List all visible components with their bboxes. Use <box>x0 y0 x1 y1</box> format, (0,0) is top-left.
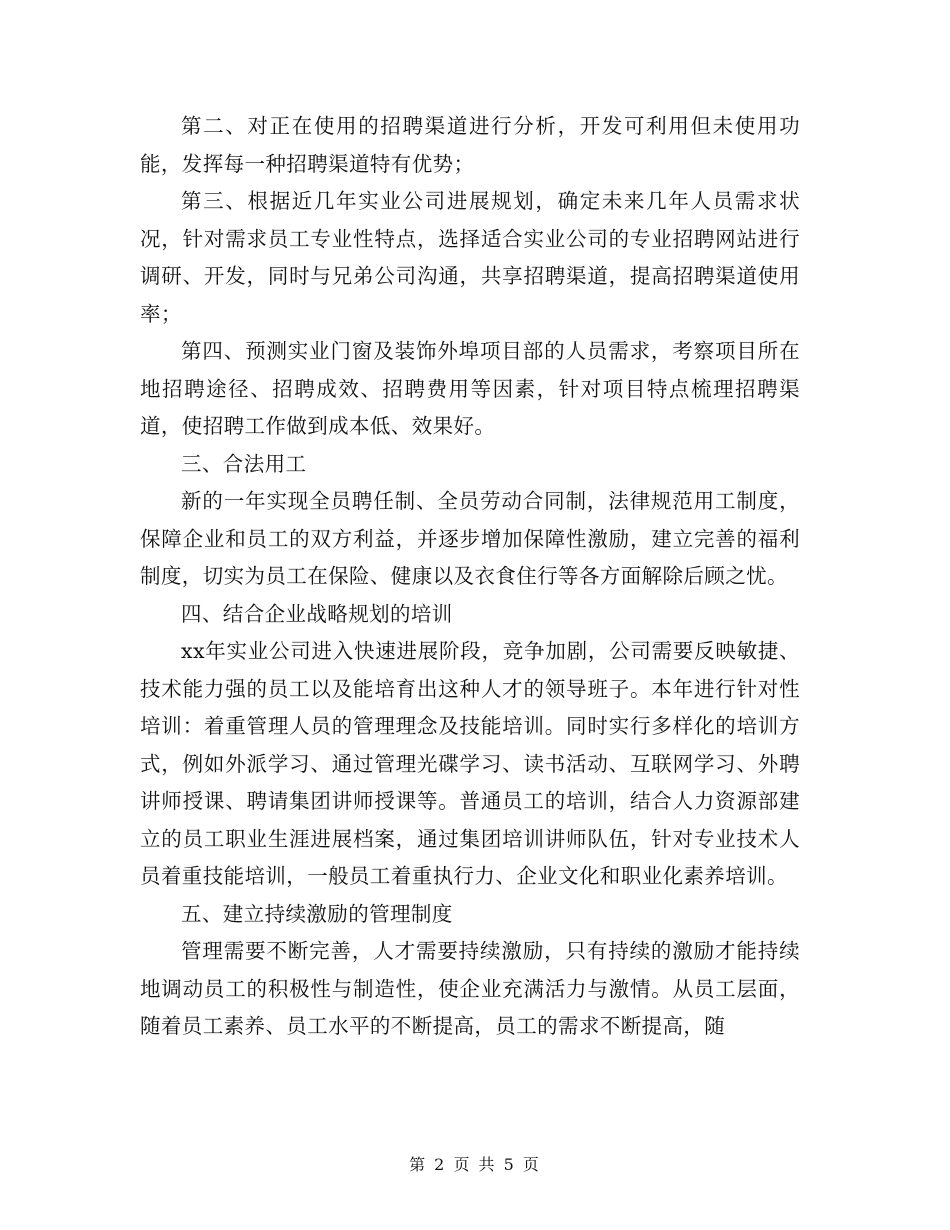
document-body <box>140 108 800 1046</box>
paragraph-recruit-site-planning: 第三、根据近几年实业公司进展规划，确定未来几年人员需求状况，针对需求员工专业性特点，选择适合实业公司的专业招聘网站进行调研、开发，同时与兄弟公司沟通，共享招聘渠道，提高招聘渠道使用率； <box>140 189 800 326</box>
section-heading-continuous-incentive: 五、建立持续激励的管理制度 <box>181 901 453 926</box>
page-number-footer: 第 2 页 共 5 页 <box>409 1155 541 1174</box>
paragraph-recruit-channel-analysis: 第二、对正在使用的招聘渠道进行分析，开发可利用但未使用功能，发挥每一种招聘渠道特有优势； <box>140 114 800 176</box>
section-heading-legal-employment: 三、合法用工 <box>181 451 307 476</box>
paragraph-continuous-incentive: 管理需要不断完善，人才需要持续激励，只有持续的激励才能持续地调动员工的积极性与制造性，使企业充满活力与激情。从员工层面，随着员工素养、员工水平的不断提高，员工的需求不断提高，随 <box>140 939 800 1038</box>
paragraph-strategic-training: xx年实业公司进入快速进展阶段，竞争加剧，公司需要反映敏捷、技术能力强的员工以及能培育出这种人才的领导班子。本年进行针对性培训：着重管理人员的管理理念及技能培训。同时实行多样化的培训方式，例如外派学习、通过管理光碟学习、读书活动、互联网学习、外聘讲师授课、聘请集团讲师授课等。普通员工的培训，结合人力资源部建立的员工职业生涯进展档案，通过集团培训讲师队伍，针对专业技术人员着重技能培训，一般员工着重执行力、企业文化和职业化素养培训。 <box>140 639 800 888</box>
paragraph-project-staffing: 第四、预测实业门窗及装饰外埠项目部的人员需求，考察项目所在地招聘途径、招聘成效、招聘费用等因素，针对项目特点梳理招聘渠道，使招聘工作做到成本低、效果好。 <box>140 339 800 438</box>
section-heading-strategic-training: 四、结合企业战略规划的培训 <box>181 601 453 626</box>
paragraph-legal-employment: 新的一年实现全员聘任制、全员劳动合同制，法律规范用工制度，保障企业和员工的双方利益，并逐步增加保障性激励，建立完善的福利制度，切实为员工在保险、健康以及衣食住行等各方面解除后顾之忧。 <box>140 489 800 588</box>
